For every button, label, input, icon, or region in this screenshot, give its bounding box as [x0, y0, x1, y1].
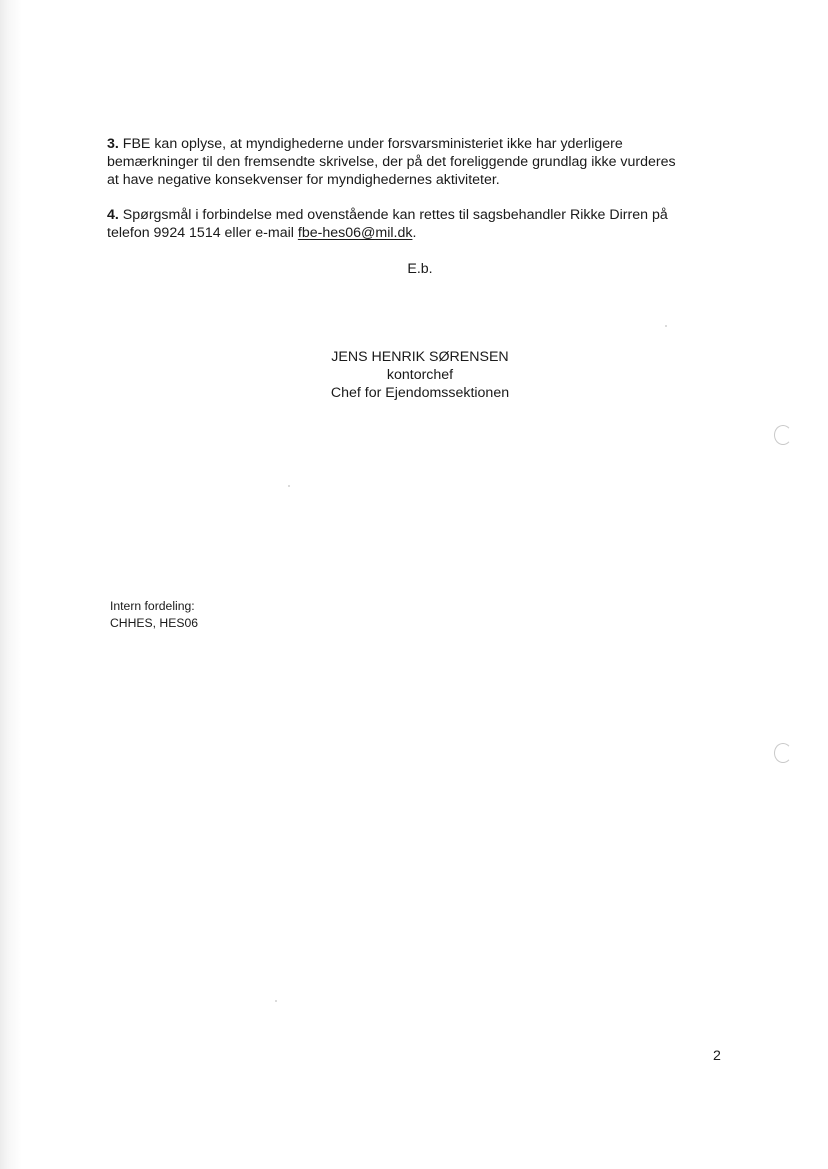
scan-speck — [665, 325, 667, 327]
signature-block — [170, 348, 670, 402]
page-number: 2 — [713, 1048, 721, 1064]
signatory-name: JENS HENRIK SØRENSEN — [331, 349, 509, 365]
paragraph-4 — [107, 206, 747, 242]
paragraph-3-line-3: at have negative konsekvenser for myndighedernes aktiviteter. — [107, 172, 500, 188]
scan-speck — [288, 485, 290, 487]
punch-hole-top — [774, 425, 792, 445]
paragraph-4-line-2 — [107, 224, 747, 242]
punch-hole-bottom — [774, 743, 792, 763]
paragraph-4-number: 4. — [107, 207, 119, 223]
signatory-role: Chef for Ejendomssektionen — [330, 385, 510, 401]
paragraph-4-period: . — [412, 225, 417, 241]
paragraph-3-line-1 — [107, 135, 747, 153]
scan-edge-shadow — [0, 0, 22, 1169]
email-link[interactable]: fbe-hes06@mil.dk — [297, 225, 413, 241]
contact-phone-text: telefon 9924 1514 eller e-mail — [107, 225, 298, 241]
distribution-label: Intern fordeling: — [110, 599, 195, 613]
paragraph-3-line-2: bemærkninger til den fremsendte skrivelse, der på det foreliggende grundlag ikke vurderes — [107, 154, 676, 170]
internal-distribution — [110, 598, 198, 632]
distribution-recipients: CHHES, HES06 — [110, 616, 199, 630]
paragraph-3-number: 3. — [107, 136, 119, 152]
scan-speck — [275, 1000, 277, 1002]
paragraph-4-line-1 — [107, 206, 747, 224]
paragraph-4-text-1: Spørgsmål i forbindelse med ovenstående kan rettes til sagsbehandler Rikke Dirren på — [122, 207, 668, 223]
paragraph-3 — [107, 135, 747, 189]
signatory-title: kontorchef — [386, 367, 454, 383]
paragraph-3-text-1: FBE kan oplyse, at myndighederne under forsvarsministeriet ikke har yderligere — [122, 136, 623, 152]
closing-eb: E.b. — [407, 261, 433, 277]
